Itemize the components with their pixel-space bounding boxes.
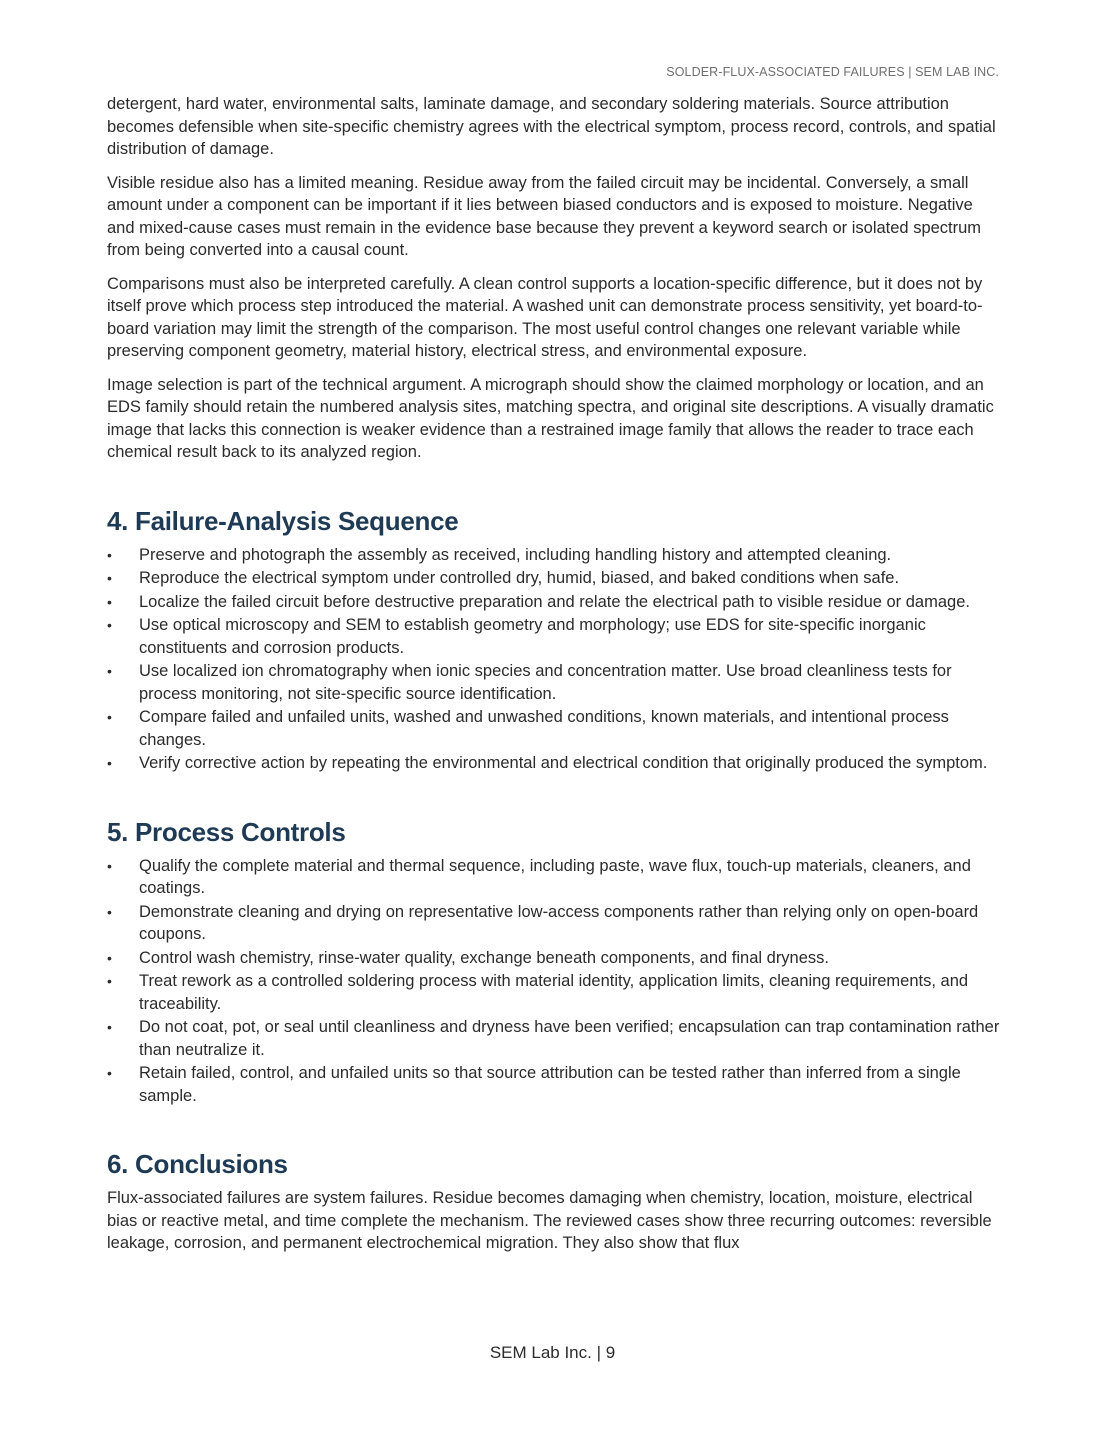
bullet-icon: • xyxy=(107,973,112,989)
conclusions-paragraph: Flux-associated failures are system failures. Residue becomes damaging when chemistry, location, moisture, electrical bias or reactive metal, and time complete the mechanism. The reviewed cases show three recurring outcomes: reversible leakage, corrosion, and permanent electrochemical migration. They also show that flux xyxy=(107,1189,992,1252)
failure-analysis-list xyxy=(107,544,1002,775)
list-item xyxy=(107,947,1002,970)
list-item xyxy=(107,1062,1002,1107)
list-item-text: Reproduce the electrical symptom under controlled dry, humid, biased, and baked conditions when safe. xyxy=(139,569,900,587)
list-item xyxy=(107,591,1002,614)
list-item-text: Compare failed and unfailed units, washed and unwashed conditions, known materials, and intentional process changes. xyxy=(139,708,949,749)
body-paragraph: detergent, hard water, environmental salts, laminate damage, and secondary soldering materials. Source attribution becomes defensible when site-specific chemistry agrees with the electrical symptom, process record, controls, and spatial distribution of damage. xyxy=(107,95,996,158)
page-body xyxy=(107,93,1002,1266)
bullet-icon: • xyxy=(107,1019,112,1035)
list-item-text: Qualify the complete material and thermal sequence, including paste, wave flux, touch-up materials, cleaners, and coatings. xyxy=(139,856,971,897)
section-heading-process-controls: 5. Process Controls xyxy=(107,816,346,847)
bullet-icon: • xyxy=(107,903,112,920)
list-item-text: Do not coat, pot, or seal until cleanliness and dryness have been verified; encapsulation can trap contamination rather than neutralize it. xyxy=(139,1018,1000,1059)
bullet-icon: • xyxy=(107,546,112,563)
body-paragraph: Visible residue also has a limited meaning. Residue away from the failed circuit may be incidental. Conversely, a small amount under a component can be important if it lies between biased conductors and is exposed to moisture. Negative and mixed-cause cases must remain in the evidence base because they prevent a keyword search or isolated spectrum from being converted into a causal count. xyxy=(107,173,982,259)
body-paragraph: Image selection is part of the technical argument. A micrograph should show the claimed morphology or location, and an EDS family should retain the numbered analysis sites, matching spectra, and original site descriptions. A visually dramatic image that lacks this connection is weaker evidence than a restrained image family that allows the reader to trace each chemical result back to its analyzed region. xyxy=(107,375,994,461)
bullet-icon: • xyxy=(107,857,112,874)
body-paragraph: Comparisons must also be interpreted carefully. A clean control supports a location-specific difference, but it does not by itself prove which process step introduced the material. A washed unit can demonstrate process sensitivity, yet board-to-board variation may limit the strength of the comparison. The most useful control changes one relevant variable while preserving component geometry, material history, electrical stress, and environmental exposure. xyxy=(107,274,983,360)
list-item xyxy=(107,855,1002,900)
bullet-icon: • xyxy=(107,709,112,725)
bullet-icon: • xyxy=(107,1065,112,1081)
list-item-text: Localize the failed circuit before destructive preparation and relate the electrical path to visible residue or damage. xyxy=(139,592,970,611)
list-item xyxy=(107,660,1002,705)
list-item-text: Demonstrate cleaning and drying on representative low-access components rather than relying only on open-board coupons. xyxy=(139,902,979,943)
bullet-icon: • xyxy=(107,570,112,586)
running-header: SOLDER-FLUX-ASSOCIATED FAILURES | SEM LAB INC. xyxy=(666,65,999,79)
list-item xyxy=(107,752,1002,775)
list-item xyxy=(107,901,1002,946)
bullet-icon: • xyxy=(107,755,112,771)
list-item xyxy=(107,544,1002,567)
bullet-icon: • xyxy=(107,593,112,610)
list-item-text: Use optical microscopy and SEM to establish geometry and morphology; use EDS for site-specific inorganic constituents and corrosion products. xyxy=(139,616,926,657)
bullet-icon: • xyxy=(107,663,112,679)
page-footer: SEM Lab Inc. | 9 xyxy=(489,1343,616,1362)
list-item-text: Control wash chemistry, rinse-water quality, exchange beneath components, and final dryness. xyxy=(139,948,829,967)
list-item xyxy=(107,567,1002,590)
list-item xyxy=(107,970,1002,1015)
list-item xyxy=(107,706,1002,751)
process-controls-list xyxy=(107,855,1002,1108)
list-item xyxy=(107,1016,1002,1061)
list-item-text: Verify corrective action by repeating the environmental and electrical condition that originally produced the symptom. xyxy=(139,754,988,772)
list-item-text: Treat rework as a controlled soldering process with material identity, application limits, cleaning requirements, and traceability. xyxy=(139,972,969,1013)
section-heading-conclusions: 6. Conclusions xyxy=(107,1149,288,1179)
list-item xyxy=(107,614,1002,659)
list-item-text: Use localized ion chromatography when ionic species and concentration matter. Use broad cleanliness tests for process monitoring, not site-specific source identification. xyxy=(139,662,952,703)
section-heading-failure-analysis: 4. Failure-Analysis Sequence xyxy=(107,505,459,536)
list-item-text: Preserve and photograph the assembly as received, including handling history and attempted cleaning. xyxy=(139,545,892,564)
bullet-icon: • xyxy=(107,949,112,966)
list-item-text: Retain failed, control, and unfailed units so that source attribution can be tested rather than inferred from a single sample. xyxy=(139,1064,961,1105)
bullet-icon: • xyxy=(107,617,112,633)
